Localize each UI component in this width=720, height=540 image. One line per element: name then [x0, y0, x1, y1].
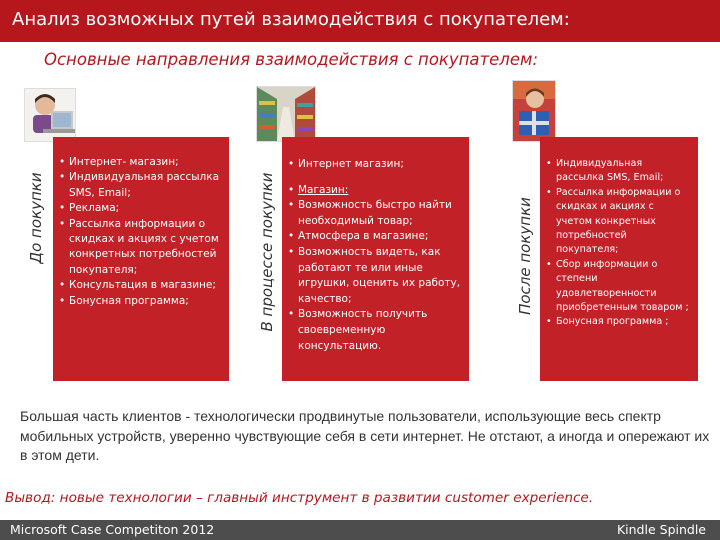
column-label-after: После покупки [516, 197, 534, 315]
column-label-during: В процессе покупки [258, 172, 276, 332]
list-item: • Реклама; [59, 201, 221, 216]
after-purchase-box [540, 137, 698, 381]
footer-right-text: Kindle Spindle [616, 522, 706, 537]
list-item: • Возможность быстро найти необходимый товар; [288, 198, 461, 229]
summary-text: Большая часть клиентов - технологически продвинутые пользователи, использующие весь спектр мобильных устройств, уверенно чувствующие себя в сети интернет. Не отстают, а иногда и опережают их в этом дети. [20, 408, 710, 463]
list-item: • Рассылка информации о скидках и акциях с учетом конкретных потребностей покупателя; [59, 217, 221, 279]
during-purchase-box [282, 137, 469, 381]
list-item: • Сбор информации о степени удовлетворенности приобретенным товаром ; [546, 258, 692, 316]
list-item: • Рассылка информации о скидках и акциях с учетом конкретных потребностей покупателя; [546, 186, 692, 258]
column-label-before: До покупки [27, 172, 45, 264]
list-item: • Индивидуальная рассылка SMS, Email; [59, 170, 221, 201]
child-with-gift-photo [512, 80, 556, 142]
list-item: • Возможность получить своевременную консультацию. [288, 307, 461, 354]
child-at-laptop-photo [24, 88, 76, 142]
before-purchase-box [53, 137, 229, 381]
list-item: • Бонусная программа ; [546, 315, 692, 329]
title-bar [0, 0, 720, 42]
list-item: • Возможность видеть, как работают те или иные игрушки, оценить их работу, качество; [288, 245, 461, 307]
slide-title: Анализ возможных путей взаимодействия с покупателем: [12, 9, 570, 30]
list-item: • Индивидуальная рассылка SMS, Email; [546, 157, 692, 186]
list-item: • Атмосфера в магазине; [288, 229, 461, 245]
slide-subtitle: Основные направления взаимодействия с покупателем: [44, 50, 539, 69]
list-item: • Бонусная программа; [59, 294, 221, 309]
list-item: • Интернет магазин; [288, 157, 461, 173]
toy-store-aisle-photo [256, 86, 316, 142]
list-item: • Магазин: [288, 183, 461, 199]
list-item: • Интернет- магазин; [59, 155, 221, 170]
conclusion-text: Вывод: новые технологии – главный инструмент в развитии customer experience. [5, 490, 594, 506]
footer-bar [0, 520, 720, 540]
list-item: • Консультация в магазине; [59, 278, 221, 293]
footer-left-text: Microsoft Case Competiton 2012 [10, 522, 215, 537]
